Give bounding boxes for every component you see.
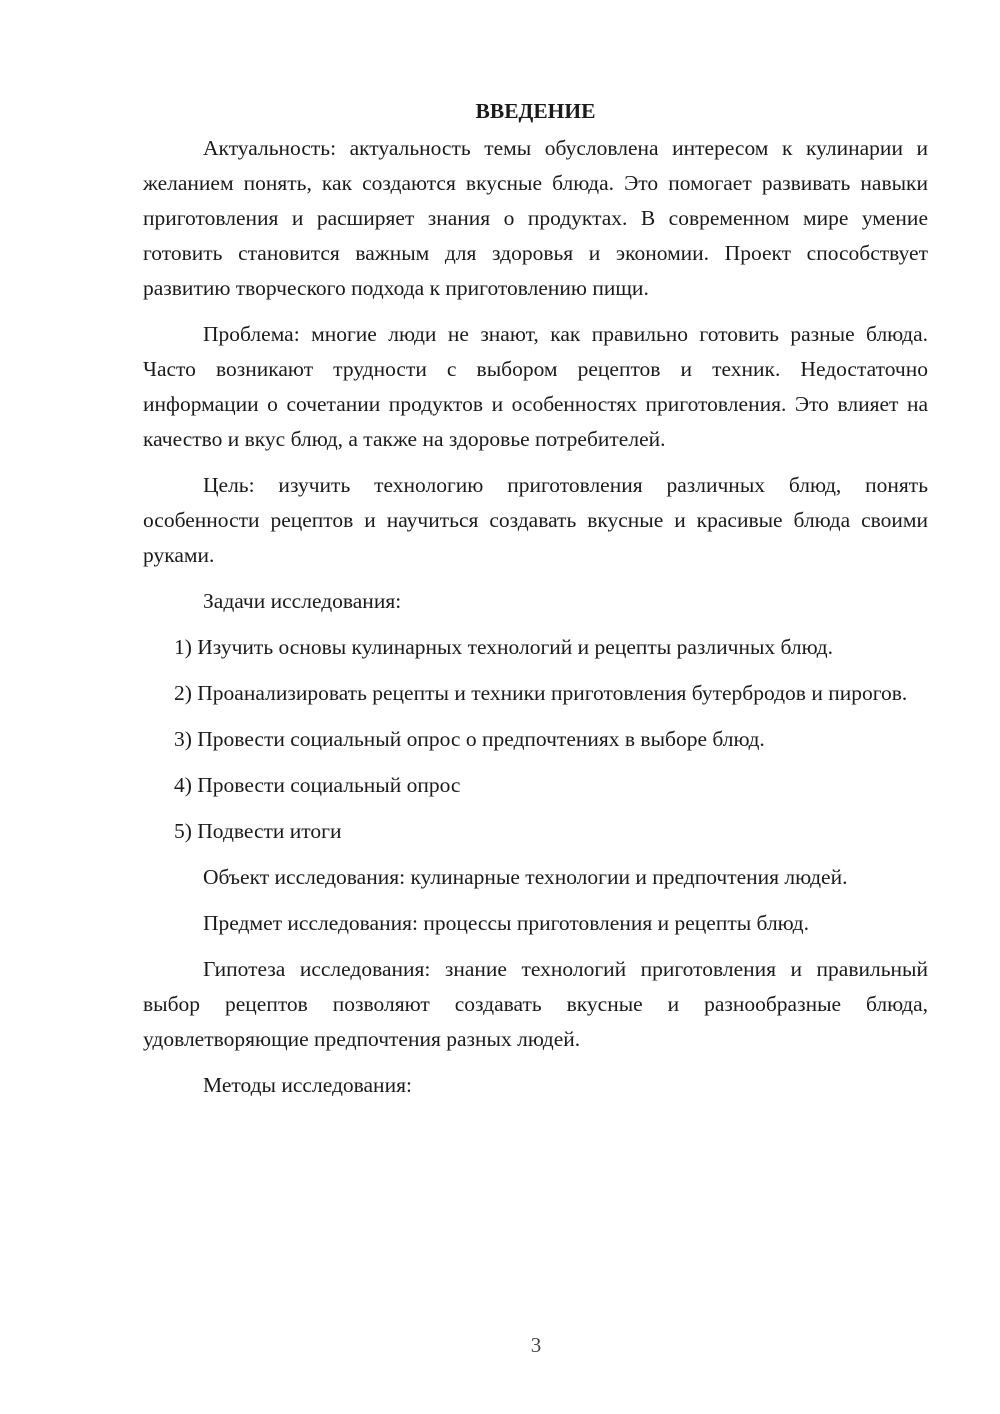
page-title: ВВЕДЕНИЕ — [475, 99, 596, 123]
paragraph-goal: Цель: изучить технологию приготовления различных блюд, понять особенности рецептов и научиться создавать вкусные и красивые блюда своими руками. — [143, 473, 928, 567]
paragraph-object: Объект исследования: кулинарные технологии и предпочтения людей. — [203, 865, 848, 889]
document-page — [143, 95, 928, 1114]
tasks-heading: Задачи исследования: — [203, 589, 402, 613]
task-item-2: 2) Проанализировать рецепты и техники приготовления бутербродов и пирогов. — [174, 681, 908, 705]
paragraph-hypothesis: Гипотеза исследования: знание технологий приготовления и правильный выбор рецептов позволяют создавать вкусные и разнообразные блюда, удовлетворяющие предпочтения разных людей. — [143, 957, 928, 1051]
task-item-4: 4) Провести социальный опрос — [174, 773, 461, 797]
task-item-1: 1) Изучить основы кулинарных технологий и рецепты различных блюд. — [174, 635, 833, 659]
task-item-3: 3) Провести социальный опрос о предпочтениях в выборе блюд. — [174, 727, 765, 751]
paragraph-subject: Предмет исследования: процессы приготовления и рецепты блюд. — [203, 911, 809, 935]
page-number: 3 — [530, 1333, 542, 1357]
paragraph-relevance: Актуальность: актуальность темы обусловлена интересом к кулинарии и желанием понять, как создаются вкусные блюда. Это помогает развивать навыки приготовления и расширяет знания о продуктах. В современном мире умение готовить становится важным для здоровья и экономии. Проект способствует развитию творческого подхода к приготовлению пищи. — [143, 136, 928, 300]
methods-heading: Методы исследования: — [203, 1073, 412, 1097]
task-item-5: 5) Подвести итоги — [174, 819, 342, 843]
paragraph-problem: Проблема: многие люди не знают, как правильно готовить разные блюда. Часто возникают трудности с выбором рецептов и техник. Недостаточно информации о сочетании продуктов и особенностях приготовления. Это влияет на качество и вкус блюд, а также на здоровье потребителей. — [143, 322, 928, 451]
